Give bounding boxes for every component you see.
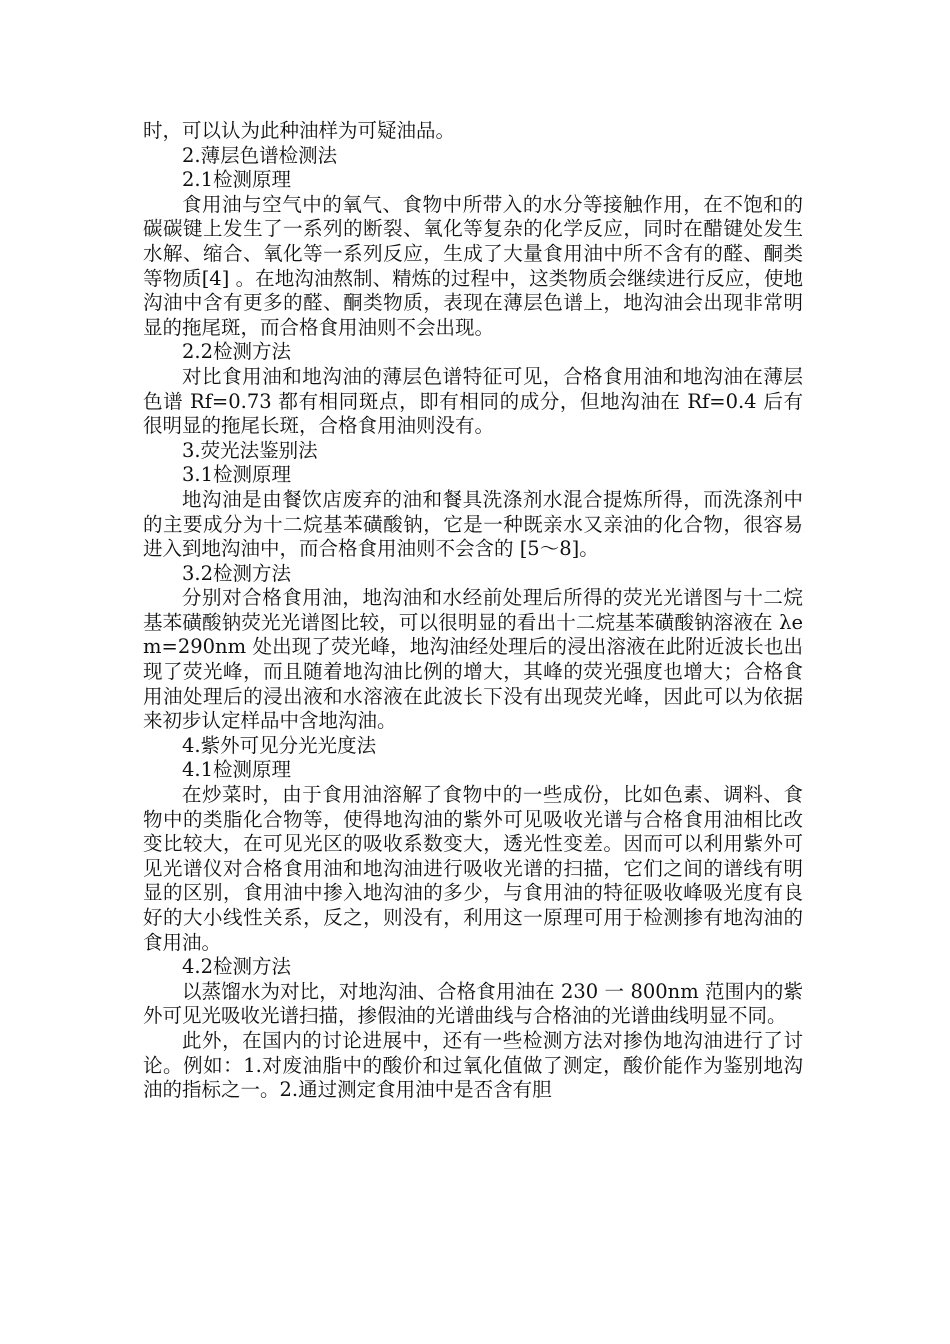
document-body — [143, 119, 803, 1103]
paragraph-2-1: 食用油与空气中的氧气、食物中所带入的水分等接触作用，在不饱和的碳碳键上发生了一系列的断裂、氧化等复杂的化学反应，同时在醋键处发生水解、缩合、氧化等一系列反应，生成了大量食用油中所不含有的醛、酮类等物质[4] 。在地沟油熬制、精炼的过程中，这类物质会继续进行反应，使地沟油中含有更多的醛、酮类物质，表现在薄层色谱上，地沟油会出现非常明显的拖尾斑，而合格食用油则不会出现。 — [143, 192, 803, 339]
paragraph-4-1: 在炒菜时，由于食用油溶解了食物中的一些成份，比如色素、调料、食物中的类脂化合物等，使得地沟油的紫外可见吸收光谱与合格食用油相比改变比较大，在可见光区的吸收系数变大，透光性变差。因而可以利用紫外可见光谱仪对合格食用油和地沟油进行吸收光谱的扫描，它们之间的谱线有明显的区别，食用油中掺入地沟油的多少，与食用油的特征吸收峰吸光度有良好的大小线性关系，反之，则没有，利用这一原理可用于检测掺有地沟油的食用油。 — [143, 783, 803, 954]
subsection-heading-2-1: 2.1检测原理 — [182, 168, 292, 192]
section-heading-4: 4.紫外可见分光光度法 — [182, 733, 377, 757]
paragraph-further-methods: 此外，在国内的讨论进展中，还有一些检测方法对掺伪地沟油进行了讨论。例如：1.对废油脂中的酸价和过氧化值做了测定，酸价能作为鉴别地沟油的指标之一。2.通过测定食用油中是否含有胆 — [143, 1028, 803, 1102]
paragraph-2-2: 对比食用油和地沟油的薄层色谱特征可见，合格食用油和地沟油在薄层色谱 Rf=0.73 都有相同斑点，即有相同的成分，但地沟油在 Rf=0.4 后有很明显的拖尾长斑，合格食用油则没有。 — [143, 364, 803, 438]
paragraph-3-2: 分别对合格食用油，地沟油和水经前处理后所得的荧光光谱图与十二烷基苯磺酸钠荧光光谱图比较，可以很明显的看出十二烷基苯磺酸钠溶液在 λem=290nm 处出现了荧光峰，地沟油经处理后的浸出溶液在此附近波长也出现了荧光峰，而且随着地沟油比例的增大，其峰的荧光强度也增大；合格食用油处理后的浸出液和水溶液在此波长下没有出现荧光峰，因此可以为依据来初步认定样品中含地沟油。 — [143, 586, 803, 733]
subsection-heading-3-2: 3.2检测方法 — [182, 561, 292, 585]
subsection-heading-4-1: 4.1检测原理 — [182, 758, 292, 782]
paragraph-continuation: 时，可以认为此种油样为可疑油品。 — [143, 119, 456, 142]
section-heading-3: 3.荧光法鉴别法 — [182, 438, 318, 462]
paragraph-3-1: 地沟油是由餐饮店废弃的油和餐具洗涤剂水混合提炼所得，而洗涤剂中的主要成分为十二烷基苯磺酸钠，它是一种既亲水又亲油的化合物，很容易进入到地沟油中，而合格食用油则不会含的 [5～8]。 — [143, 487, 803, 561]
subsection-heading-3-1: 3.1检测原理 — [182, 463, 292, 487]
subsection-heading-2-2: 2.2检测方法 — [182, 340, 292, 364]
subsection-heading-4-2: 4.2检测方法 — [182, 955, 292, 979]
section-heading-2: 2.薄层色谱检测法 — [182, 143, 338, 167]
paragraph-4-2: 以蒸馏水为对比，对地沟油、合格食用油在 230 一 800nm 范围内的紫外可见光吸收光谱扫描，掺假油的光谱曲线与合格油的光谱曲线明显不同。 — [143, 979, 803, 1028]
